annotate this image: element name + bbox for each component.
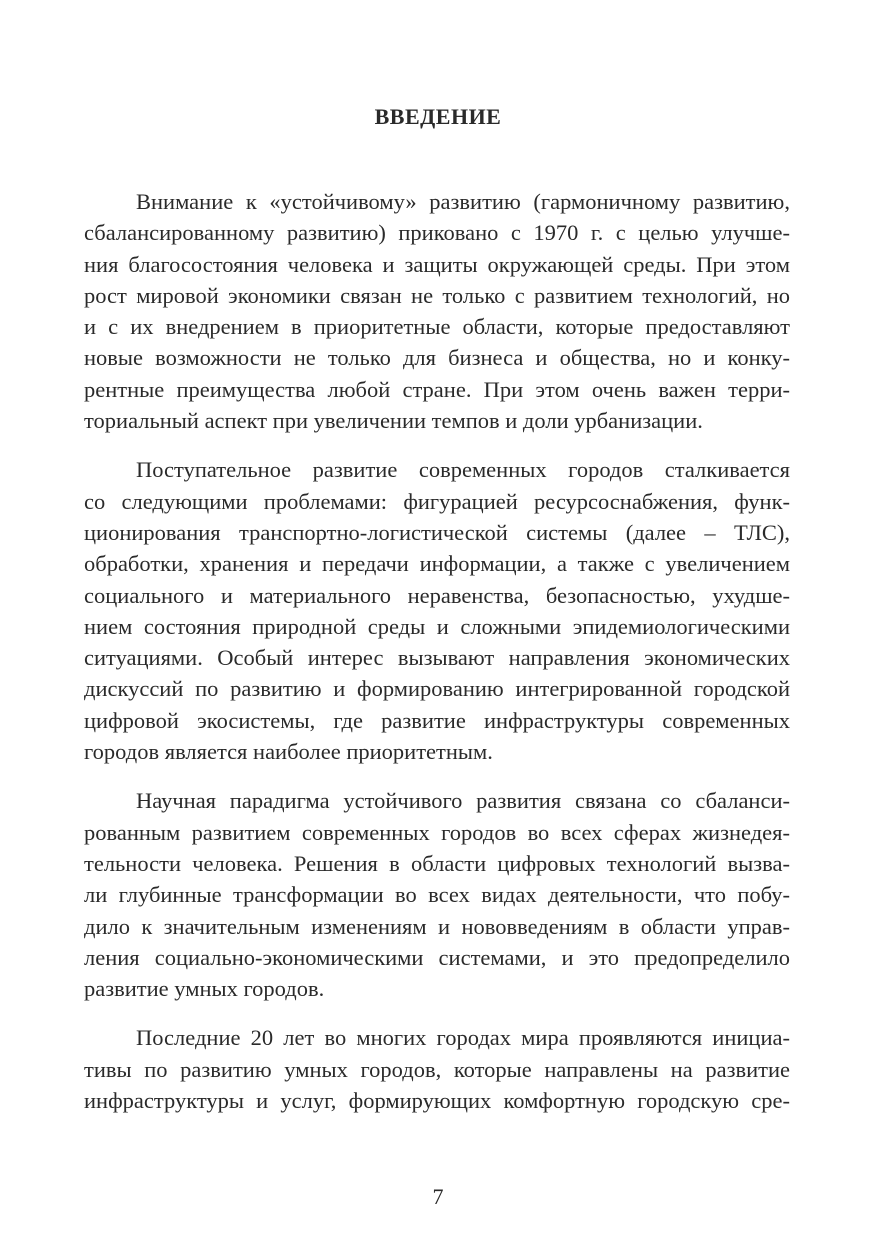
text-line: рентные преимущества любой стране. При этом очень важен терри-	[84, 376, 790, 402]
text-line: городов является наиболее приоритетным.	[84, 739, 493, 765]
text-line: Последние 20 лет во многих городах мира проявляются инициа-	[136, 1025, 790, 1051]
text-line: со следующими проблемами: фигурацией ресурсоснабжения, функ-	[84, 488, 790, 514]
text-line: рост мировой экономики связан не только с развитием технологий, но	[84, 282, 790, 308]
text-line: новые возможности не только для бизнеса и общества, но и конку-	[84, 345, 790, 371]
paragraph-1	[84, 186, 790, 436]
text-line: и с их внедрением в приоритетные области, которые предоставляют	[84, 314, 790, 340]
text-line: социального и материального неравенства, безопасностью, ухудше-	[84, 582, 790, 608]
text-line: ционирования транспортно-логистической системы (далее – ТЛС),	[84, 519, 790, 545]
text-line: развитие умных городов.	[84, 976, 325, 1002]
page-number: 7	[432, 1184, 444, 1209]
text-line: Поступательное развитие современных городов сталкивается	[136, 457, 790, 483]
text-line: ториальный аспект при увеличении темпов и доли урбанизации.	[84, 408, 703, 434]
paragraph-2	[84, 454, 790, 767]
text-line: ситуациями. Особый интерес вызывают направления экономических	[84, 645, 790, 671]
text-line: ли глубинные трансформации во всех видах деятельности, что побу-	[84, 882, 790, 908]
paragraph-4	[84, 1022, 790, 1116]
paragraph-3	[84, 785, 790, 1004]
text-line: тельности человека. Решения в области цифровых технологий вызва-	[84, 850, 790, 876]
text-line: рованным развитием современных городов во всех сферах жизнедея-	[84, 819, 790, 845]
text-line: тивы по развитию умных городов, которые направлены на развитие	[84, 1056, 790, 1082]
text-line: цифровой экосистемы, где развитие инфраструктуры современных	[84, 707, 790, 733]
text-line: ния благосостояния человека и защиты окружающей среды. При этом	[84, 251, 790, 277]
text-line: ления социально-экономическими системами, и это предопределило	[84, 944, 790, 970]
text-line: Внимание к «устойчивому» развитию (гармоничному развитию,	[136, 189, 790, 214]
text-line: дило к значительным изменениям и нововведениям в области управ-	[84, 913, 790, 939]
body-text	[84, 186, 790, 1134]
section-heading: ВВЕДЕНИЕ	[374, 104, 502, 129]
text-line: дискуссий по развитию и формированию интегрированной городской	[84, 676, 790, 702]
text-line: сбалансированному развитию) приковано с 1970 г. с целью улучше-	[84, 220, 790, 246]
text-line: Научная парадигма устойчивого развития связана со сбаланси-	[136, 788, 790, 814]
text-line: нием состояния природной среды и сложными эпидемиологическими	[84, 613, 790, 639]
text-line: инфраструктуры и услуг, формирующих комфортную городскую сре-	[84, 1088, 790, 1114]
text-line: обработки, хранения и передачи информации, а также с увеличением	[84, 551, 790, 577]
